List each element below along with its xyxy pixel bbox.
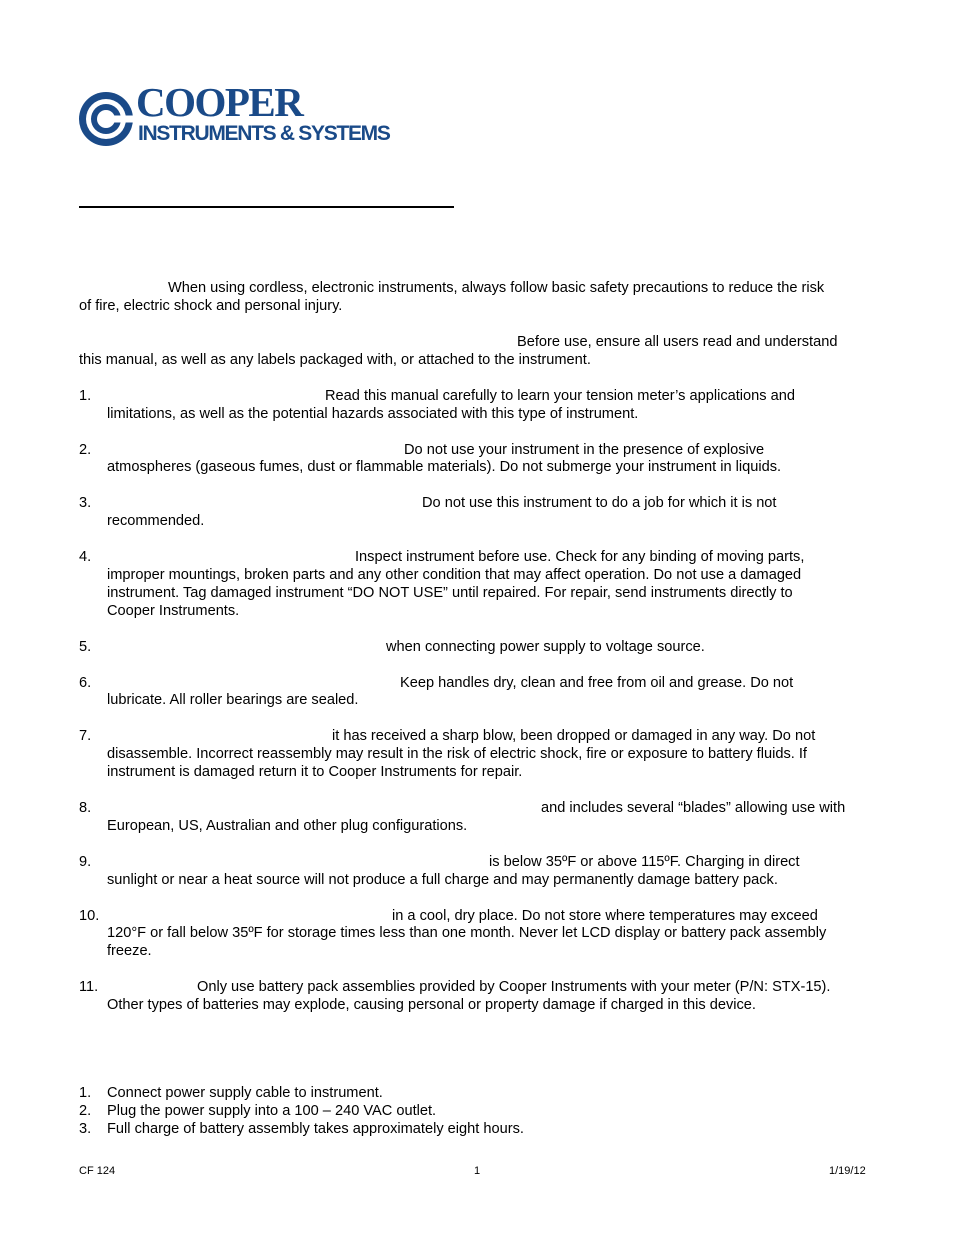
safety-item-10-number: 10. [79, 908, 100, 924]
safety-item-8-line-1: and includes several “blades” allowing use with [541, 800, 846, 816]
safety-item-4-line-1: Inspect instrument before use. Check for any binding of moving parts, [355, 549, 805, 565]
cooper-logo-mark-icon [77, 90, 135, 148]
charging-step-1-text: Connect power supply cable to instrument. [107, 1085, 383, 1101]
title-underline [79, 206, 454, 208]
safety-item-7-number: 7. [79, 728, 92, 744]
safety-item-9-line-1: is below 35ºF or above 115ºF. Charging in direct [489, 854, 800, 870]
charging-step-1-number: 1. [79, 1085, 92, 1101]
safety-item-7-line-3: instrument is damaged return it to Cooper Instruments for repair. [107, 764, 523, 780]
safety-item-3-number: 3. [79, 495, 92, 511]
safety-item-2-number: 2. [79, 442, 92, 458]
safety-item-6-number: 6. [79, 675, 92, 691]
safety-item-4-line-2: improper mountings, broken parts and any other condition that may affect operation. Do not use a damaged [107, 567, 802, 583]
cooper-logo [77, 79, 397, 150]
safety-item-6-line-1: Keep handles dry, clean and free from oil and grease. Do not [400, 675, 794, 691]
safety-item-1-line-1: Read this manual carefully to learn your tension meter’s applications and [325, 388, 795, 404]
intro-text-line-2: of fire, electric shock and personal injury. [79, 298, 343, 314]
safety-item-11-line-2: Other types of batteries may explode, causing personal or property damage if charged in this device. [107, 997, 756, 1013]
charging-step-3-number: 3. [79, 1121, 92, 1137]
footer-page-number: 1 [474, 1165, 481, 1177]
charging-step-3-text: Full charge of battery assembly takes approximately eight hours. [107, 1121, 524, 1137]
safety-item-7-line-1: it has received a sharp blow, been dropped or damaged in any way. Do not [332, 728, 816, 744]
safety-item-5-line-1: when connecting power supply to voltage source. [386, 639, 705, 655]
safety-item-4-number: 4. [79, 549, 92, 565]
safety-item-6-line-2: lubricate. All roller bearings are sealed. [107, 692, 359, 708]
safety-item-5-number: 5. [79, 639, 92, 655]
safety-item-2-line-1: Do not use your instrument in the presence of explosive [404, 442, 765, 458]
safety-item-11-number: 11. [79, 979, 99, 995]
charging-step-2-text: Plug the power supply into a 100 – 240 VAC outlet. [107, 1103, 437, 1119]
logo-company-subtitle: INSTRUMENTS & SYSTEMS [138, 122, 390, 145]
intro-text-line-1: When using cordless, electronic instruments, always follow basic safety precautions to reduce the risk [168, 280, 825, 296]
safety-item-8-number: 8. [79, 800, 92, 816]
safety-item-7-line-2: disassemble. Incorrect reassembly may result in the risk of electric shock, fire or exposure to battery fluids. If [107, 746, 807, 762]
safety-item-3-line-2: recommended. [107, 513, 205, 529]
footer-date: 1/19/12 [829, 1165, 866, 1177]
safety-item-8-line-2: European, US, Australian and other plug configurations. [107, 818, 468, 834]
footer-doc-code: CF 124 [79, 1165, 116, 1177]
read-manual-line-1: Before use, ensure all users read and understand [517, 334, 838, 350]
safety-item-9-line-2: sunlight or near a heat source will not produce a full charge and may permanently damage battery pack. [107, 872, 778, 888]
read-manual-line-2: this manual, as well as any labels packaged with, or attached to the instrument. [79, 352, 591, 368]
charging-step-2-number: 2. [79, 1103, 92, 1119]
safety-item-4-line-4: Cooper Instruments. [107, 603, 240, 619]
safety-item-10-line-2: 120°F or fall below 35ºF for storage times less than one month. Never let LCD display or battery pack assembly [107, 925, 827, 941]
safety-item-1-line-2: limitations, as well as the potential hazards associated with this type of instrument. [107, 406, 639, 422]
safety-item-2-line-2: atmospheres (gaseous fumes, dust or flammable materials). Do not submerge your instrument in liquids. [107, 459, 782, 475]
safety-item-3-line-1: Do not use this instrument to do a job for which it is not [422, 495, 777, 511]
safety-item-10-line-1: in a cool, dry place. Do not store where temperatures may exceed [392, 908, 818, 924]
safety-item-11-line-1: Only use battery pack assemblies provided by Cooper Instruments with your meter (P/N: STX-15). [197, 979, 831, 995]
safety-item-9-number: 9. [79, 854, 92, 870]
safety-item-1-number: 1. [79, 388, 92, 404]
safety-item-4-line-3: instrument. Tag damaged instrument “DO NOT USE” until repaired. For repair, send instruments directly to [107, 585, 793, 601]
safety-item-10-line-3: freeze. [107, 943, 152, 959]
logo-company-name: COOPER [136, 79, 303, 125]
